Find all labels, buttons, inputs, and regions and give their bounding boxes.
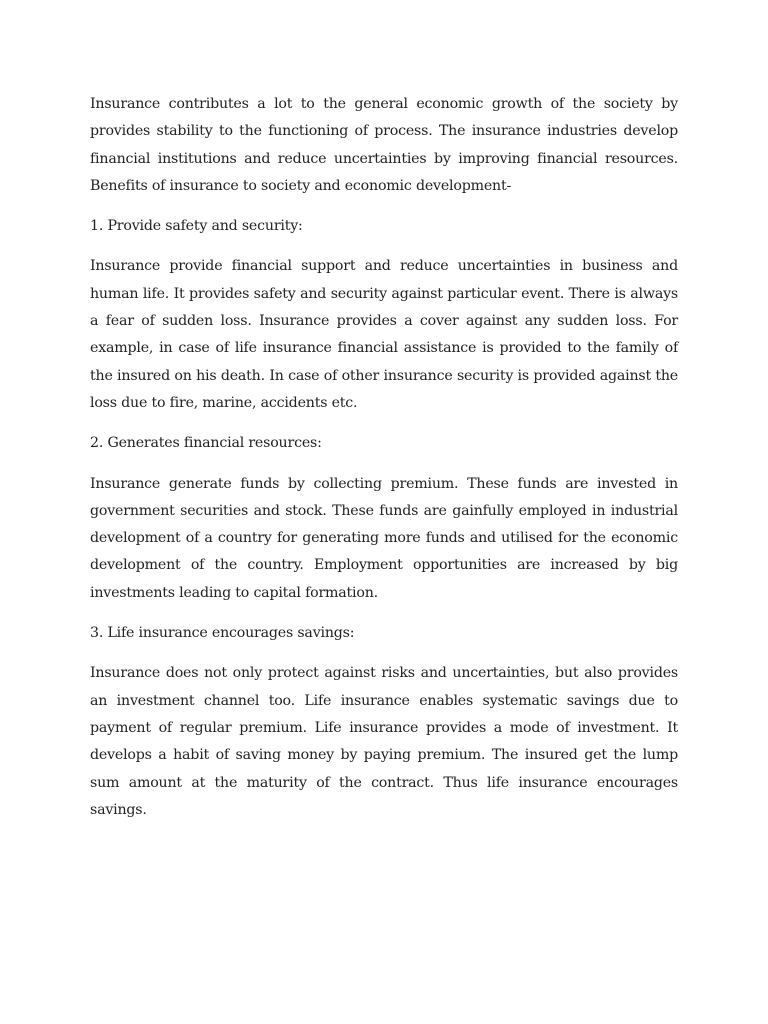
section-body-savings: Insurance does not only protect against risks and uncertainties, but also provides an investment channel too. Life insurance enables systematic savings due to payment of regular premium. Life insurance provides a mode of investment. It develops a habit of saving money by paying premium. The insured get the lump sum amount at the maturity of the contract. Thus life insurance encourages savings. — [90, 665, 678, 818]
section-heading-savings: 3. Life insurance encourages savings: — [90, 625, 355, 642]
section-heading-safety-security: 1. Provide safety and security: — [90, 218, 303, 235]
intro-paragraph: Insurance contributes a lot to the general economic growth of the society by provides stability to the functioning of process. The insurance industries develop financial institutions and reduce uncertainties by improving financial resources. Benefits of insurance to society and economic development- — [90, 96, 678, 194]
section-body-financial-resources: Insurance generate funds by collecting premium. These funds are invested in government securities and stock. These funds are gainfully employed in industrial development of a country for generating more funds and utilised for the economic development of the country. Employment opportunities are increased by big investments leading to capital formation. — [90, 475, 678, 601]
section-body-safety-security: Insurance provide financial support and reduce uncertainties in business and human life. It provides safety and security against particular event. There is always a fear of sudden loss. Insurance provides a cover against any sudden loss. For example, in case of life insurance financial assistance is provided to the family of the insured on his death. In case of other insurance security is provided against the loss due to fire, marine, accidents etc. — [90, 258, 678, 411]
document-page — [90, 91, 678, 837]
section-heading-financial-resources: 2. Generates financial resources: — [90, 435, 322, 452]
